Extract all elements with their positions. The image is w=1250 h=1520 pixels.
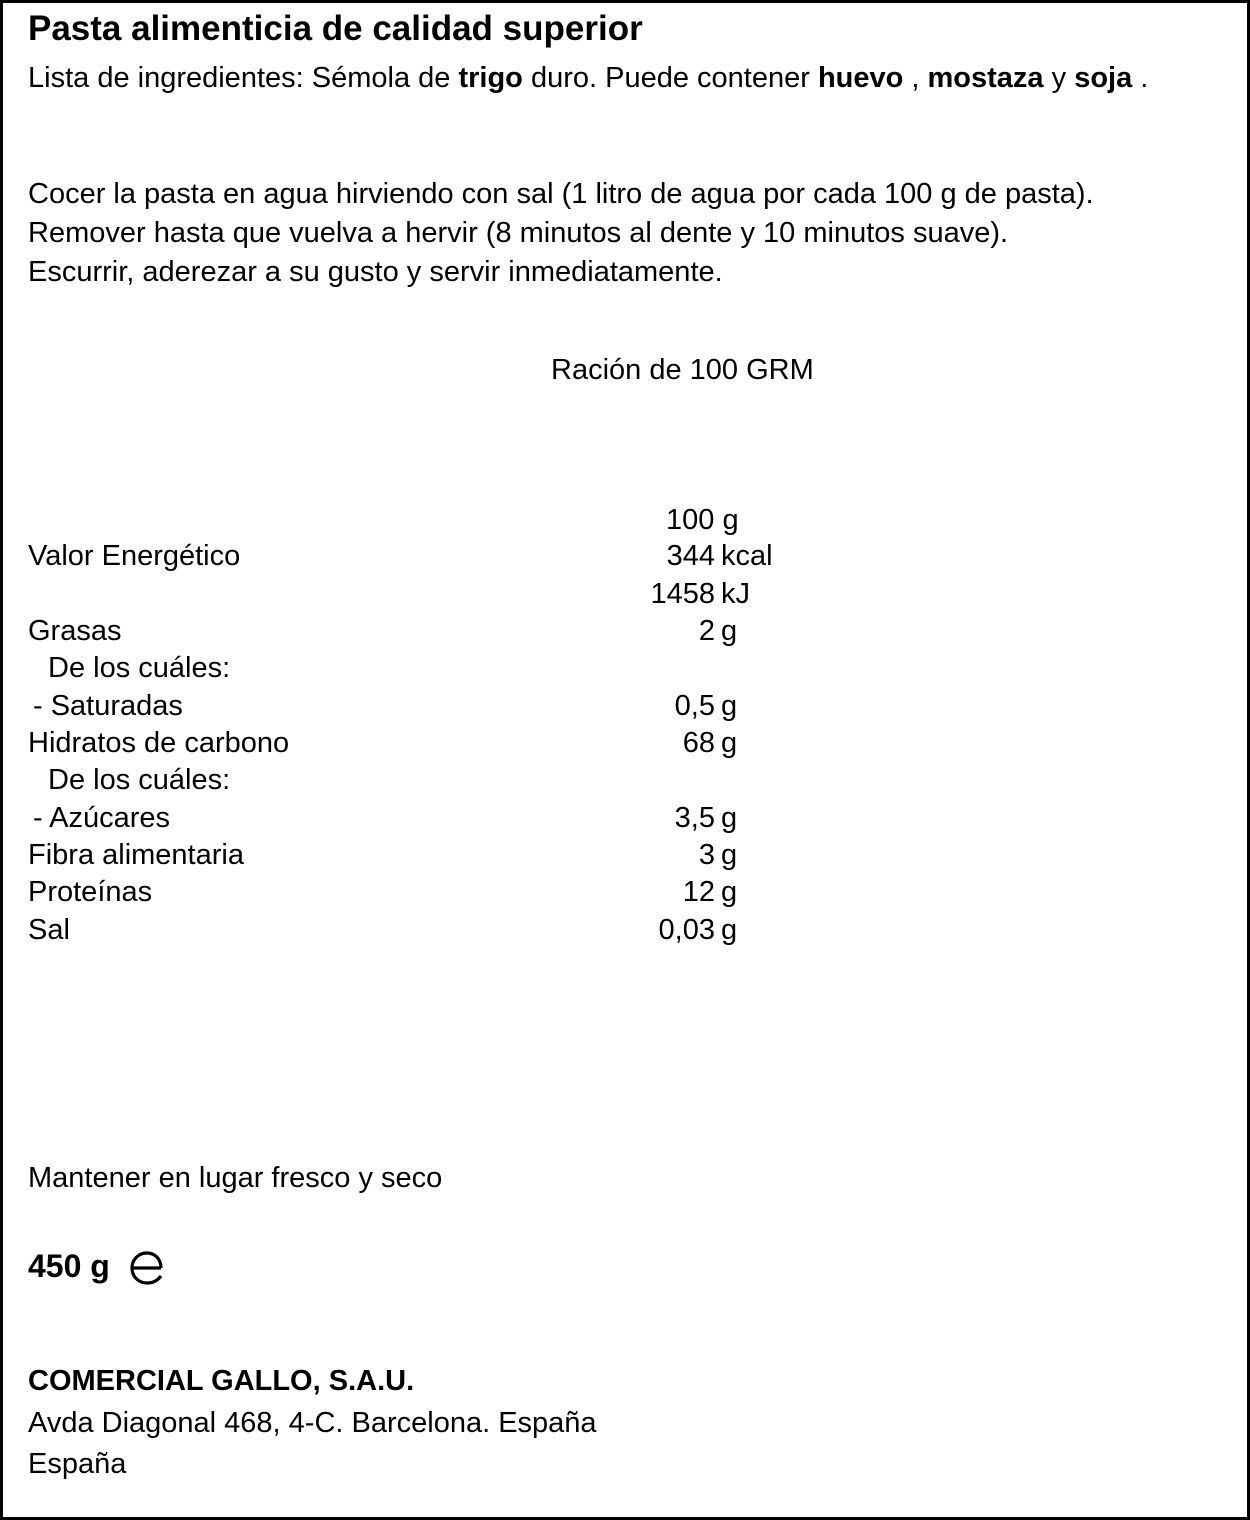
ingredients-prefix: Lista de ingredientes: Sémola de — [28, 62, 459, 94]
preparation-line: Escurrir, aderezar a su gusto y servir inmediatamente. — [28, 256, 723, 288]
nutrient-name: Grasas — [28, 615, 122, 647]
nutrient-name: Proteínas — [28, 876, 153, 908]
allergen-mostaza: mostaza — [927, 62, 1044, 94]
nutrient-name: - Saturadas — [33, 690, 183, 722]
nutrient-unit: g — [721, 690, 738, 722]
nutrient-value: 2 — [698, 615, 715, 647]
nutrient-unit: g — [721, 914, 738, 946]
company-name: COMERCIAL GALLO, S.A.U. — [28, 1365, 415, 1397]
nutrient-unit: kcal — [721, 540, 773, 572]
ingredients-list — [28, 59, 1218, 97]
allergen-trigo: trigo — [458, 62, 523, 94]
nutrient-unit: g — [721, 839, 738, 871]
nutrient-unit: g — [721, 727, 738, 759]
nutrient-value: 1458 — [650, 578, 715, 610]
nutrient-name: Fibra alimentaria — [28, 839, 244, 871]
nutrient-value: 0,03 — [658, 914, 715, 946]
ingredients-suffix: . — [1132, 62, 1149, 94]
nutrient-value: 68 — [682, 727, 715, 759]
storage-instructions: Mantener en lugar fresco y seco — [28, 1162, 443, 1194]
serving-size: Ración de 100 GRM — [551, 354, 814, 386]
company-country: España — [28, 1448, 127, 1480]
allergen-soja: soja — [1074, 62, 1133, 94]
nutrient-unit: kJ — [721, 578, 750, 610]
nutrient-subheading: De los cuáles: — [48, 764, 231, 796]
allergen-huevo: huevo — [817, 62, 904, 94]
preparation-line: Cocer la pasta en agua hirviendo con sal (1 litro de agua por cada 100 g de pasta). — [28, 178, 1094, 210]
nutrient-name: - Azúcares — [33, 802, 170, 834]
preparation-line: Remover hasta que vuelva a hervir (8 minutos al dente y 10 minutos suave). — [28, 217, 1009, 249]
product-title: Pasta alimenticia de calidad superior — [28, 9, 643, 48]
nutrient-value: 0,5 — [674, 690, 715, 722]
nutrient-unit: g — [721, 615, 738, 647]
ingredients-text: y — [1043, 62, 1075, 94]
nutrient-unit: g — [721, 802, 738, 834]
company-address: Avda Diagonal 468, 4-C. Barcelona. España — [28, 1407, 597, 1439]
nutrient-value: 3,5 — [674, 802, 715, 834]
nutrient-name: Valor Energético — [28, 540, 241, 572]
nutrition-column-header: 100 g — [666, 504, 739, 536]
nutrient-name: Sal — [28, 914, 70, 946]
ingredients-text: duro. Puede contener — [522, 62, 818, 94]
nutrient-subheading: De los cuáles: — [48, 652, 231, 684]
nutrient-value: 12 — [682, 876, 715, 908]
nutrient-value: 3 — [698, 839, 715, 871]
ingredients-text: , — [903, 62, 928, 94]
nutrient-unit: g — [721, 876, 738, 908]
nutrient-value: 344 — [666, 540, 715, 572]
net-weight: 450 g — [28, 1248, 110, 1284]
nutrient-name: Hidratos de carbono — [28, 727, 290, 759]
estimated-e-icon — [127, 1250, 167, 1286]
